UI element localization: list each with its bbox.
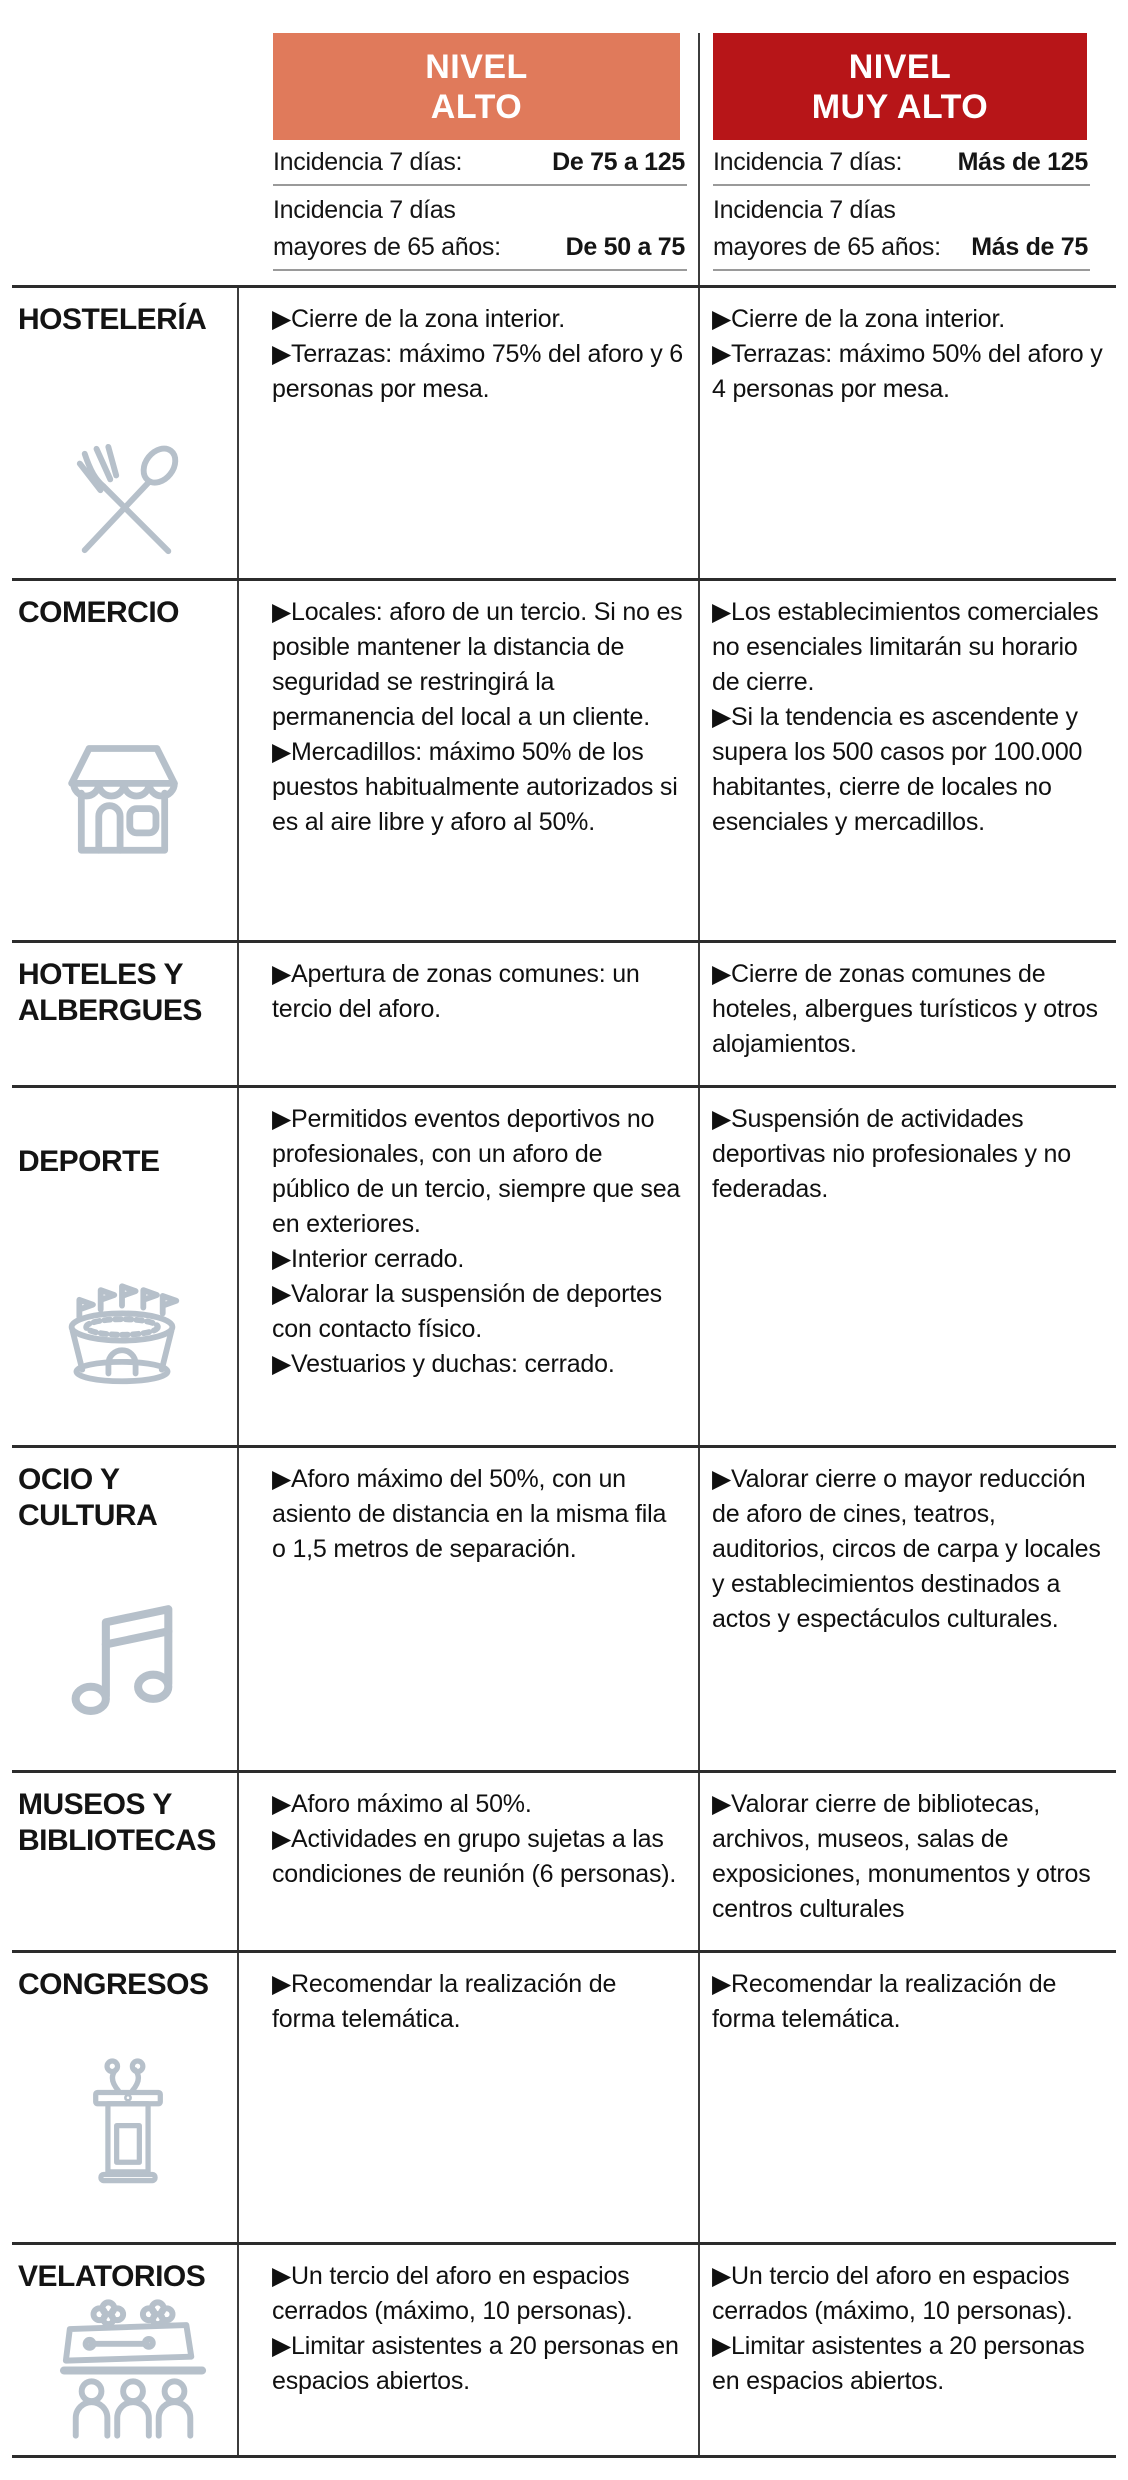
- restrictions-high: [272, 302, 684, 407]
- restrictions-high: [272, 1787, 684, 1892]
- restriction-item: ▶Limitar asistentes a 20 personas en espacios abiertos.: [272, 2332, 679, 2395]
- category-label: OCIO Y CULTURA: [18, 1463, 158, 1532]
- restriction-item: ▶Valorar la suspensión de deportes con contacto físico.: [272, 1280, 662, 1343]
- table-row: [0, 288, 1128, 576]
- incidence-label: Incidencia 7 días: [273, 196, 456, 224]
- restrictions-very-high: [712, 595, 1110, 840]
- restriction-item: ▶Cierre de zonas comunes de hoteles, albergues turísticos y otros alojamientos.: [712, 960, 1098, 1058]
- table-row: [0, 581, 1128, 938]
- level-very-high-title-line1: NIVEL: [848, 47, 952, 86]
- table-row: [0, 1448, 1128, 1768]
- table-row: [0, 1953, 1128, 2239]
- incidence-value: Más de 75: [971, 233, 1088, 261]
- music-note-icon: [62, 1582, 188, 1718]
- category-label: HOTELES Y ALBERGUES: [18, 958, 202, 1027]
- incidence-value: De 75 a 125: [552, 148, 685, 176]
- category-label: HOSTELERÍA: [18, 303, 207, 336]
- category-label: VELATORIOS: [18, 2260, 206, 2293]
- restriction-item: ▶Terrazas: máximo 75% del aforo y 6 personas por mesa.: [272, 340, 684, 403]
- incidence-high: [273, 142, 687, 271]
- restriction-item: ▶Interior cerrado.: [272, 1245, 465, 1273]
- restrictions-very-high: [712, 1462, 1110, 1637]
- incidence-label: mayores de 65 años:: [713, 233, 941, 261]
- restriction-item: ▶Valorar cierre o mayor reducción de aforo de cines, teatros, auditorios, circos de carpa y locales y establecimientos destinados a actos y espectáculos culturales.: [712, 1465, 1101, 1633]
- restriction-item: ▶Permitidos eventos deportivos no profesionales, con un aforo de público de un tercio, siempre que sea en exteriores.: [272, 1105, 681, 1238]
- restriction-item: ▶Recomendar la realización de forma telemática.: [712, 1970, 1057, 2033]
- restrictions-very-high: [712, 1787, 1110, 1927]
- table-row: [0, 2245, 1128, 2455]
- restriction-item: ▶Mercadillos: máximo 50% de los puestos habitualmente autorizados si es al aire libre y aforo al 50%.: [272, 738, 678, 836]
- fork-spoon-icon: [68, 436, 186, 564]
- category-label: COMERCIO: [18, 596, 179, 629]
- incidence-row: [273, 227, 687, 271]
- incidence-label: Incidencia 7 días:: [713, 148, 903, 176]
- category-label: CONGRESOS: [18, 1968, 209, 2001]
- restriction-item: ▶Recomendar la realización de forma telemática.: [272, 1970, 617, 2033]
- incidence-label: mayores de 65 años:: [273, 233, 501, 261]
- table-row: [0, 1088, 1128, 1443]
- incidence-very-high: [713, 142, 1090, 271]
- restriction-item: ▶Locales: aforo de un tercio. Si no es posible mantener la distancia de seguridad se restringirá la permanencia del local a un cliente.: [272, 598, 683, 731]
- restriction-item: ▶Vestuarios y duchas: cerrado.: [272, 1350, 615, 1378]
- incidence-row: [273, 142, 687, 186]
- table-row: [0, 1773, 1128, 1947]
- restrictions-high: [272, 1462, 684, 1567]
- stadium-icon: [54, 1263, 190, 1389]
- restrictions-high: [272, 957, 684, 1027]
- restrictions-high: [272, 2259, 684, 2399]
- incidence-value: De 50 a 75: [565, 233, 685, 261]
- restriction-item: ▶Valorar cierre de bibliotecas, archivos, museos, salas de exposiciones, monumentos y otros centros culturales: [712, 1790, 1091, 1923]
- restriction-item: ▶Cierre de la zona interior.: [272, 305, 565, 333]
- restriction-item: ▶Limitar asistentes a 20 personas en espacios abiertos.: [712, 2332, 1085, 2395]
- restrictions-high: [272, 595, 684, 840]
- restriction-item: ▶Un tercio del aforo en espacios cerrados (máximo, 10 personas).: [272, 2262, 633, 2325]
- category-label: MUSEOS Y BIBLIOTECAS: [18, 1788, 216, 1857]
- restriction-item: ▶Un tercio del aforo en espacios cerrados (máximo, 10 personas).: [712, 2262, 1073, 2325]
- level-very-high-header: [713, 33, 1087, 140]
- restriction-item: ▶Aforo máximo al 50%.: [272, 1790, 532, 1818]
- restrictions-high: [272, 1102, 684, 1382]
- level-high-title-line2: ALTO: [430, 87, 523, 126]
- incidence-label: Incidencia 7 días:: [273, 148, 463, 176]
- storefront-icon: [60, 731, 186, 861]
- restriction-item: ▶Apertura de zonas comunes: un tercio del aforo.: [272, 960, 640, 1023]
- restrictions-very-high: [712, 2259, 1110, 2399]
- restrictions-very-high: [712, 302, 1110, 407]
- level-high-header: [273, 33, 680, 140]
- incidence-row: [713, 142, 1090, 186]
- table-row: [0, 943, 1128, 1083]
- category-label: DEPORTE: [18, 1145, 160, 1178]
- restrictions-very-high: [712, 957, 1110, 1062]
- restriction-item: ▶Actividades en grupo sujetas a las condiciones de reunión (6 personas).: [272, 1825, 677, 1888]
- restrictions-very-high: [712, 1967, 1110, 2037]
- row-separator: [12, 2455, 1116, 2458]
- incidence-value: Más de 125: [957, 148, 1088, 176]
- restriction-item: ▶Cierre de la zona interior.: [712, 305, 1005, 333]
- restrictions-high: [272, 1967, 684, 2037]
- restriction-item: ▶Suspensión de actividades deportivas nio profesionales y no federadas.: [712, 1105, 1071, 1203]
- restriction-item: ▶Aforo máximo del 50%, con un asiento de distancia en la misma fila o 1,5 metros de separación.: [272, 1465, 667, 1563]
- restriction-item: ▶Si la tendencia es ascendente y supera los 500 casos por 100.000 habitantes, cierre de locales no esenciales y mercadillos.: [712, 703, 1083, 836]
- restriction-item: ▶Terrazas: máximo 50% del aforo y 4 personas por mesa.: [712, 340, 1103, 403]
- restriction-item: ▶Los establecimientos comerciales no esenciales limitarán su horario de cierre.: [712, 598, 1099, 696]
- restrictions-very-high: [712, 1102, 1110, 1207]
- incidence-row: [713, 227, 1090, 271]
- podium-icon: [80, 2043, 176, 2203]
- incidence-label: Incidencia 7 días: [713, 196, 896, 224]
- level-very-high-title-line2: MUY ALTO: [811, 87, 989, 126]
- coffin-icon: [56, 2295, 214, 2447]
- level-high-title-line1: NIVEL: [425, 47, 528, 86]
